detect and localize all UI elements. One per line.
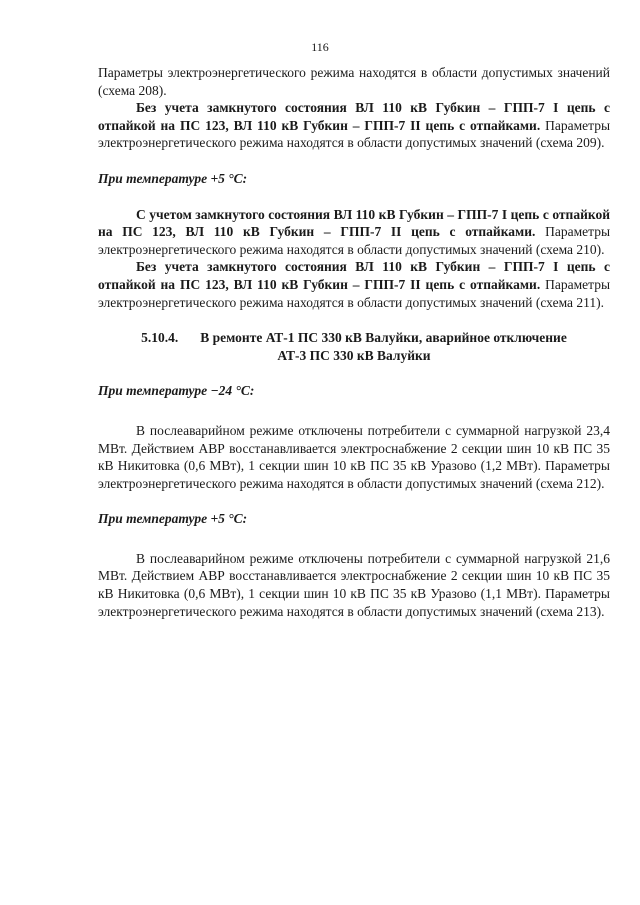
paragraph-body: Параметры электроэнергетического режима находятся в области допустимых значений (схема 209). xyxy=(98,117,611,151)
page-content xyxy=(98,64,610,620)
temperature-heading-plus5: При температуре +5 °С: xyxy=(98,170,248,186)
paragraph-schema-211 xyxy=(98,258,610,311)
section-title-line-2: АТ-3 ПС 330 кВ Валуйки xyxy=(277,347,431,363)
paragraph-body: Параметры электроэнергетического режима находятся в области допустимых значений (схема 211). xyxy=(98,276,611,310)
paragraph-schema-212: В послеаварийном режиме отключены потребители с суммарной нагрузкой 23,4 МВт. Действием АВР восстанавливается электроснабжение 2 секции шин 10 кВ ПС 35 кВ Никитовка (0,6 МВт), 1 секции шин 10 кВ ПС 35 кВ Уразово (1,2 МВт). Параметры электроэнергетического режима находятся в области допустимых значений (схема 212). xyxy=(98,422,610,491)
paragraph-lead-bold: Без учета замкнутого состояния ВЛ 110 кВ Губкин – ГПП-7 I цепь с отпайкой на ПС 123, ВЛ 110 кВ Губкин – ГПП-7 II цепь с отпайками. xyxy=(98,100,610,133)
paragraph-schema-209 xyxy=(98,99,610,152)
paragraph-lead-bold: С учетом замкнутого состояния ВЛ 110 кВ Губкин – ГПП-7 I цепь с отпайкой на ПС 123, ВЛ 110 кВ Губкин – ГПП-7 II цепь с отпайками. xyxy=(98,206,610,240)
temperature-heading-minus24: При температуре −24 °С: xyxy=(98,383,255,399)
paragraph-body: Параметры электроэнергетического режима находятся в области допустимых значений (схема 210). xyxy=(98,224,611,257)
page-number: 116 xyxy=(311,40,329,54)
paragraph-schema-208: Параметры электроэнергетического режима находятся в области допустимых значений (схема 208). xyxy=(98,65,610,98)
section-title-line-1: В ремонте АТ-1 ПС 330 кВ Валуйки, аварийное отключение xyxy=(200,330,567,346)
paragraph-lead-bold: Без учета замкнутого состояния ВЛ 110 кВ Губкин – ГПП-7 I цепь с отпайкой на ПС 123, ВЛ 110 кВ Губкин – ГПП-7 II цепь с отпайками. xyxy=(98,259,610,292)
paragraph-schema-213: В послеаварийном режиме отключены потребители с суммарной нагрузкой 21,6 МВт. Действием АВР восстанавливается электроснабжение 2 секции шин 10 кВ ПС 35 кВ Никитовка (0,6 МВт), 1 секции шин 10 кВ ПС 35 кВ Уразово (1,1 МВт). Параметры электроэнергетического режима находятся в области допустимых значений (схема 213). xyxy=(98,550,610,619)
section-number: 5.10.4. xyxy=(141,330,179,346)
temperature-heading-plus5-second: При температуре +5 °С: xyxy=(98,511,248,527)
section-heading xyxy=(98,329,610,347)
paragraph-schema-210 xyxy=(98,206,610,259)
